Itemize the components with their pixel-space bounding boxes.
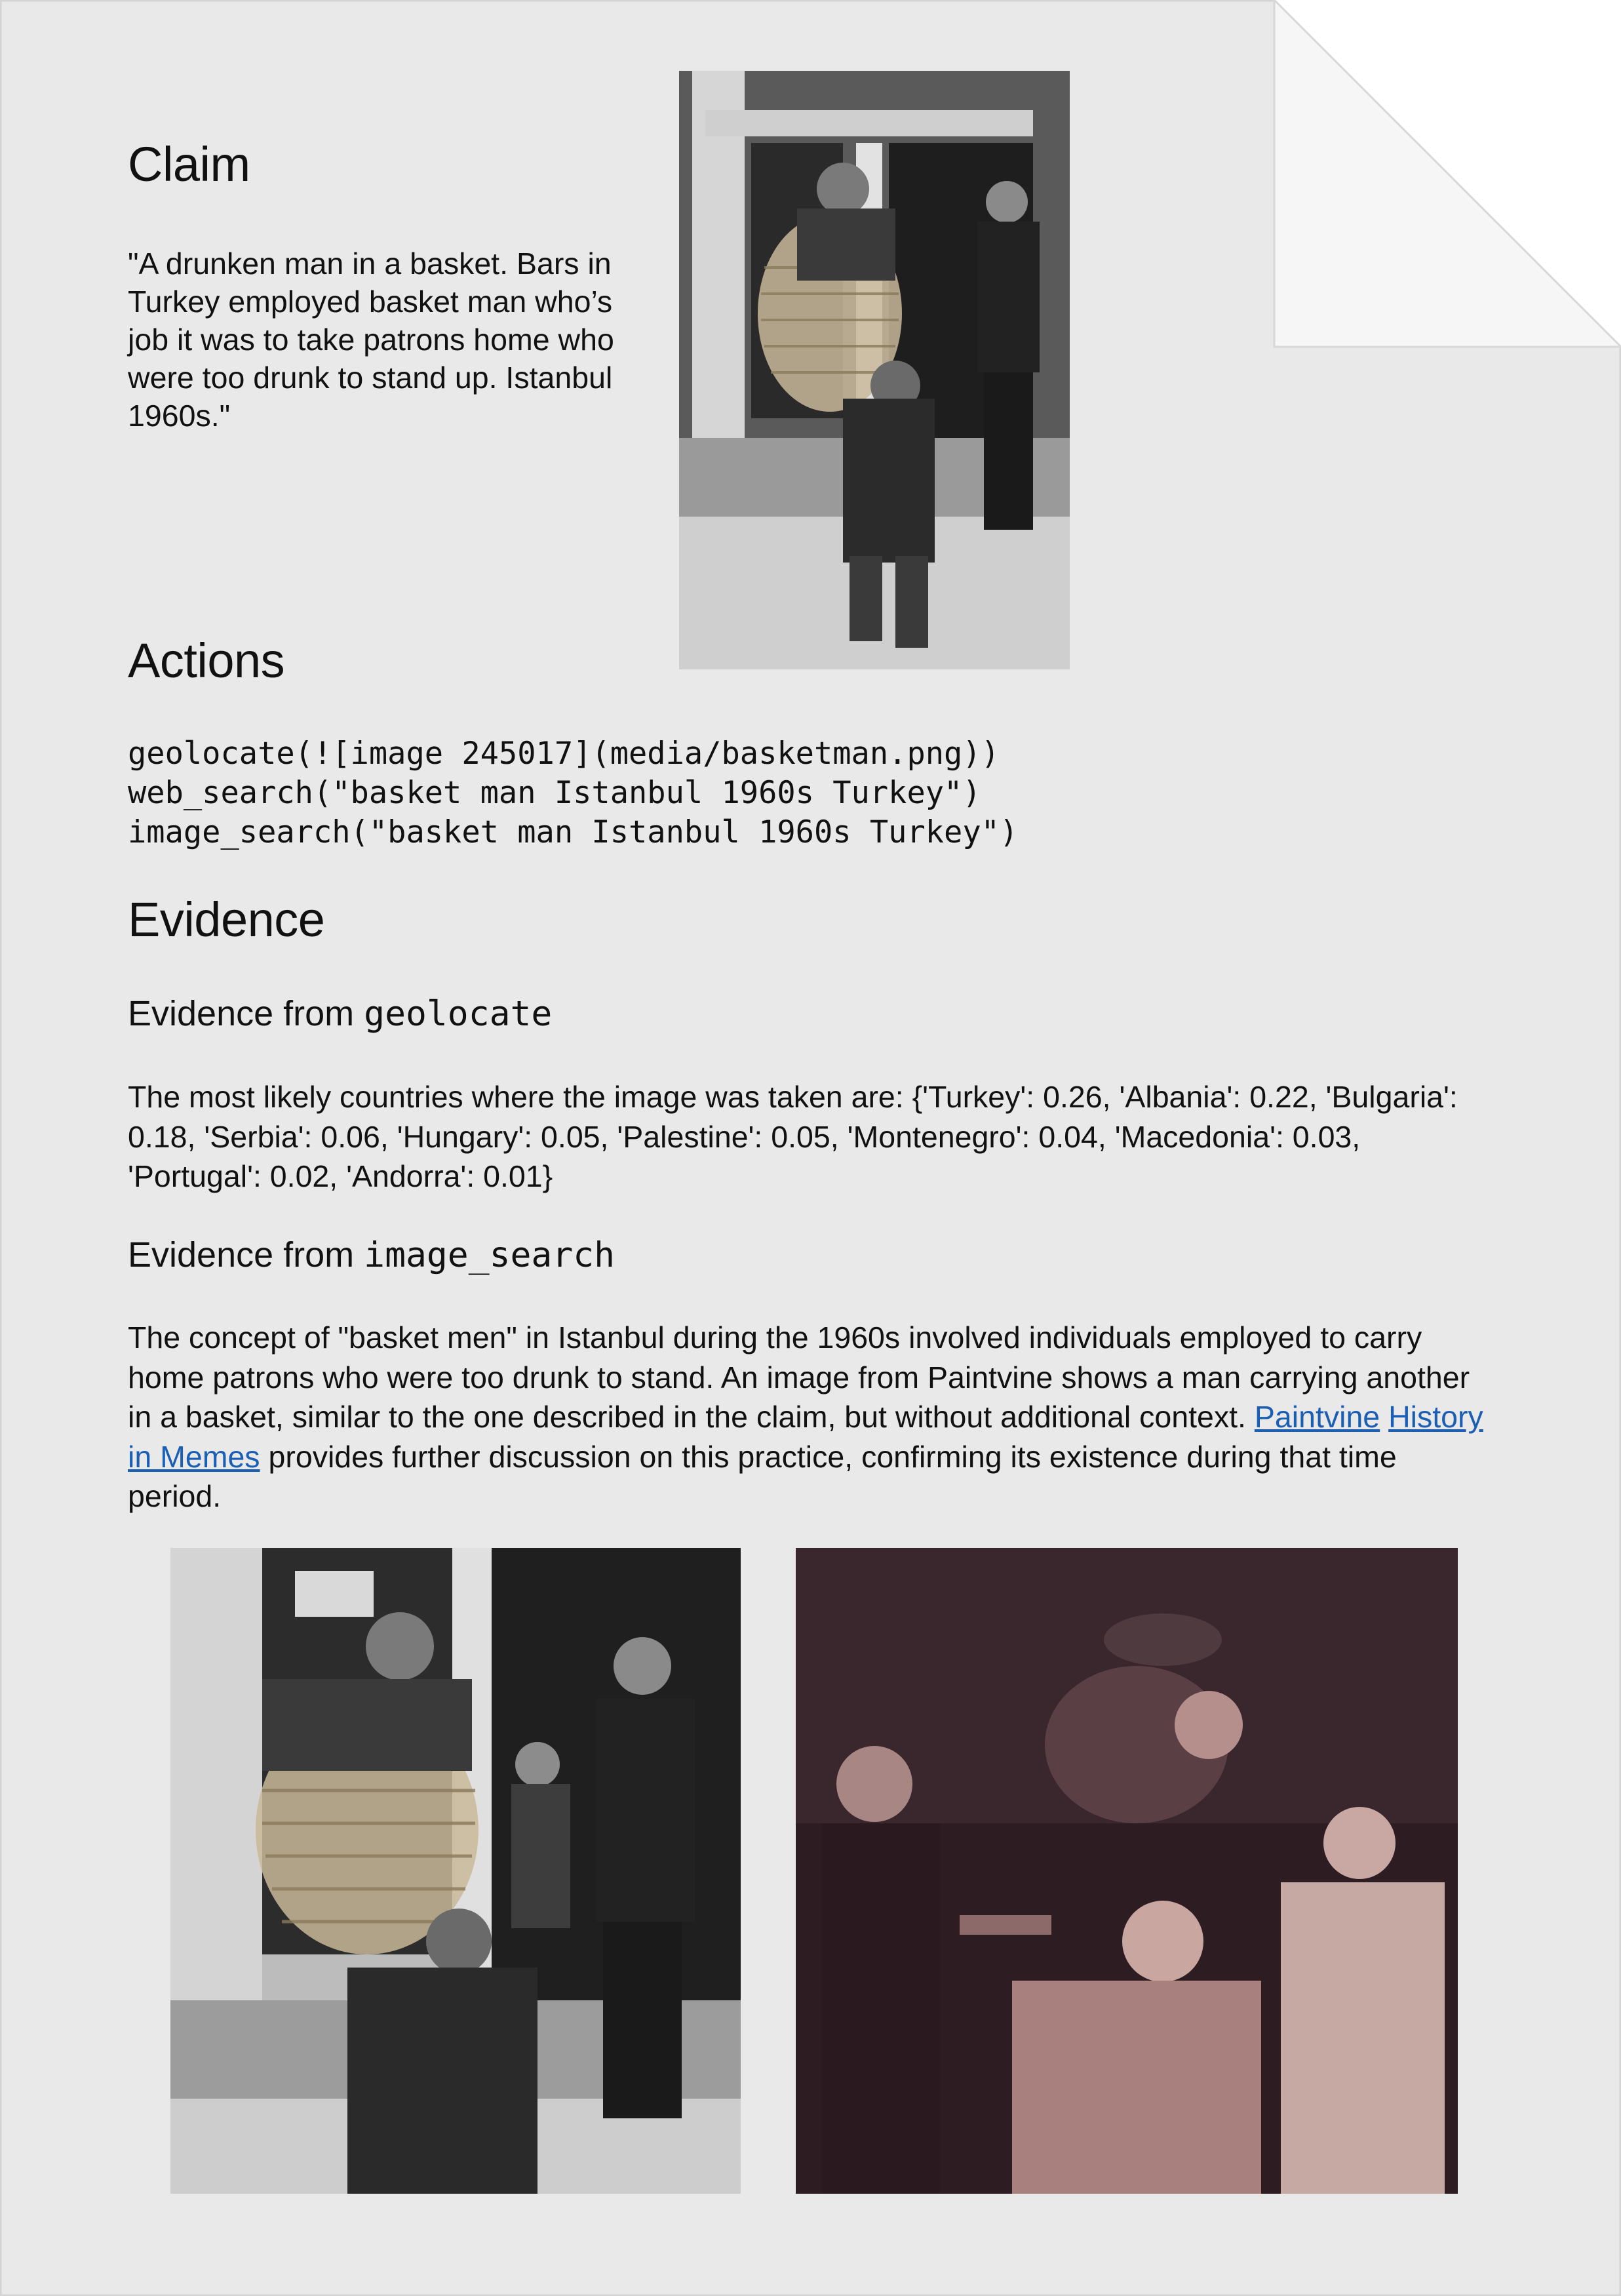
evidence-geolocate-prefix: Evidence from xyxy=(128,994,364,1033)
evidence-image-search-text xyxy=(128,1318,1498,1516)
evidence-geolocate-heading xyxy=(128,993,552,1034)
evidence-image-search-heading xyxy=(128,1235,615,1275)
paintvine-link[interactable]: Paintvine xyxy=(1254,1400,1380,1434)
evidence-text-after: provides further discussion on this practice, confirming its existence during that time period. xyxy=(128,1439,1397,1513)
claim-heading: Claim xyxy=(128,137,250,191)
claim-photo xyxy=(679,71,1070,669)
evidence-geolocate-tool: geolocate xyxy=(364,994,553,1034)
evidence-photo-1-image xyxy=(170,1548,741,2194)
actions-code-block xyxy=(128,734,1018,852)
evidence-text-before: The concept of "basket men" in Istanbul during the 1960s involved individuals employed to carry home patrons who were too drunk to stand. An image from Paintvine shows a man carrying another in a basket, similar to the one described in the claim, but without additional context. xyxy=(128,1320,1470,1434)
evidence-geolocate-text: The most likely countries where the image was taken are: {'Turkey': 0.26, 'Albania': 0.22, 'Bulgaria': 0.18, 'Serbia': 0.06, 'Hungary': 0.05, 'Palestine': 0.05, 'Montenegro': 0.04, 'Macedonia': 0.03, 'Portugal': 0.02, 'Andorra': 0.01} xyxy=(128,1080,1458,1193)
evidence-image-search-tool: image_search xyxy=(364,1235,615,1275)
claim-text: "A drunken man in a basket. Bars in Turkey employed basket man who’s job it was to take patrons home who were too drunk to stand up. Istanbul 1960s." xyxy=(128,247,614,433)
evidence-heading: Evidence xyxy=(128,892,325,947)
history-in-memes-link[interactable]: History in Memes xyxy=(128,1400,1483,1474)
action-web-search: web_search("basket man Istanbul 1960s Turkey") xyxy=(128,775,981,811)
action-image-search: image_search("basket man Istanbul 1960s Turkey") xyxy=(128,814,1019,850)
actions-heading: Actions xyxy=(128,633,285,688)
evidence-image-search-prefix: Evidence from xyxy=(128,1235,364,1275)
action-geolocate: geolocate(![image 245017](media/basketman.png)) xyxy=(128,736,1000,772)
evidence-photo-1 xyxy=(170,1548,741,2194)
evidence-photo-2-image xyxy=(796,1548,1458,2194)
evidence-photo-2 xyxy=(796,1548,1458,2194)
claim-photo-image xyxy=(679,71,1070,669)
